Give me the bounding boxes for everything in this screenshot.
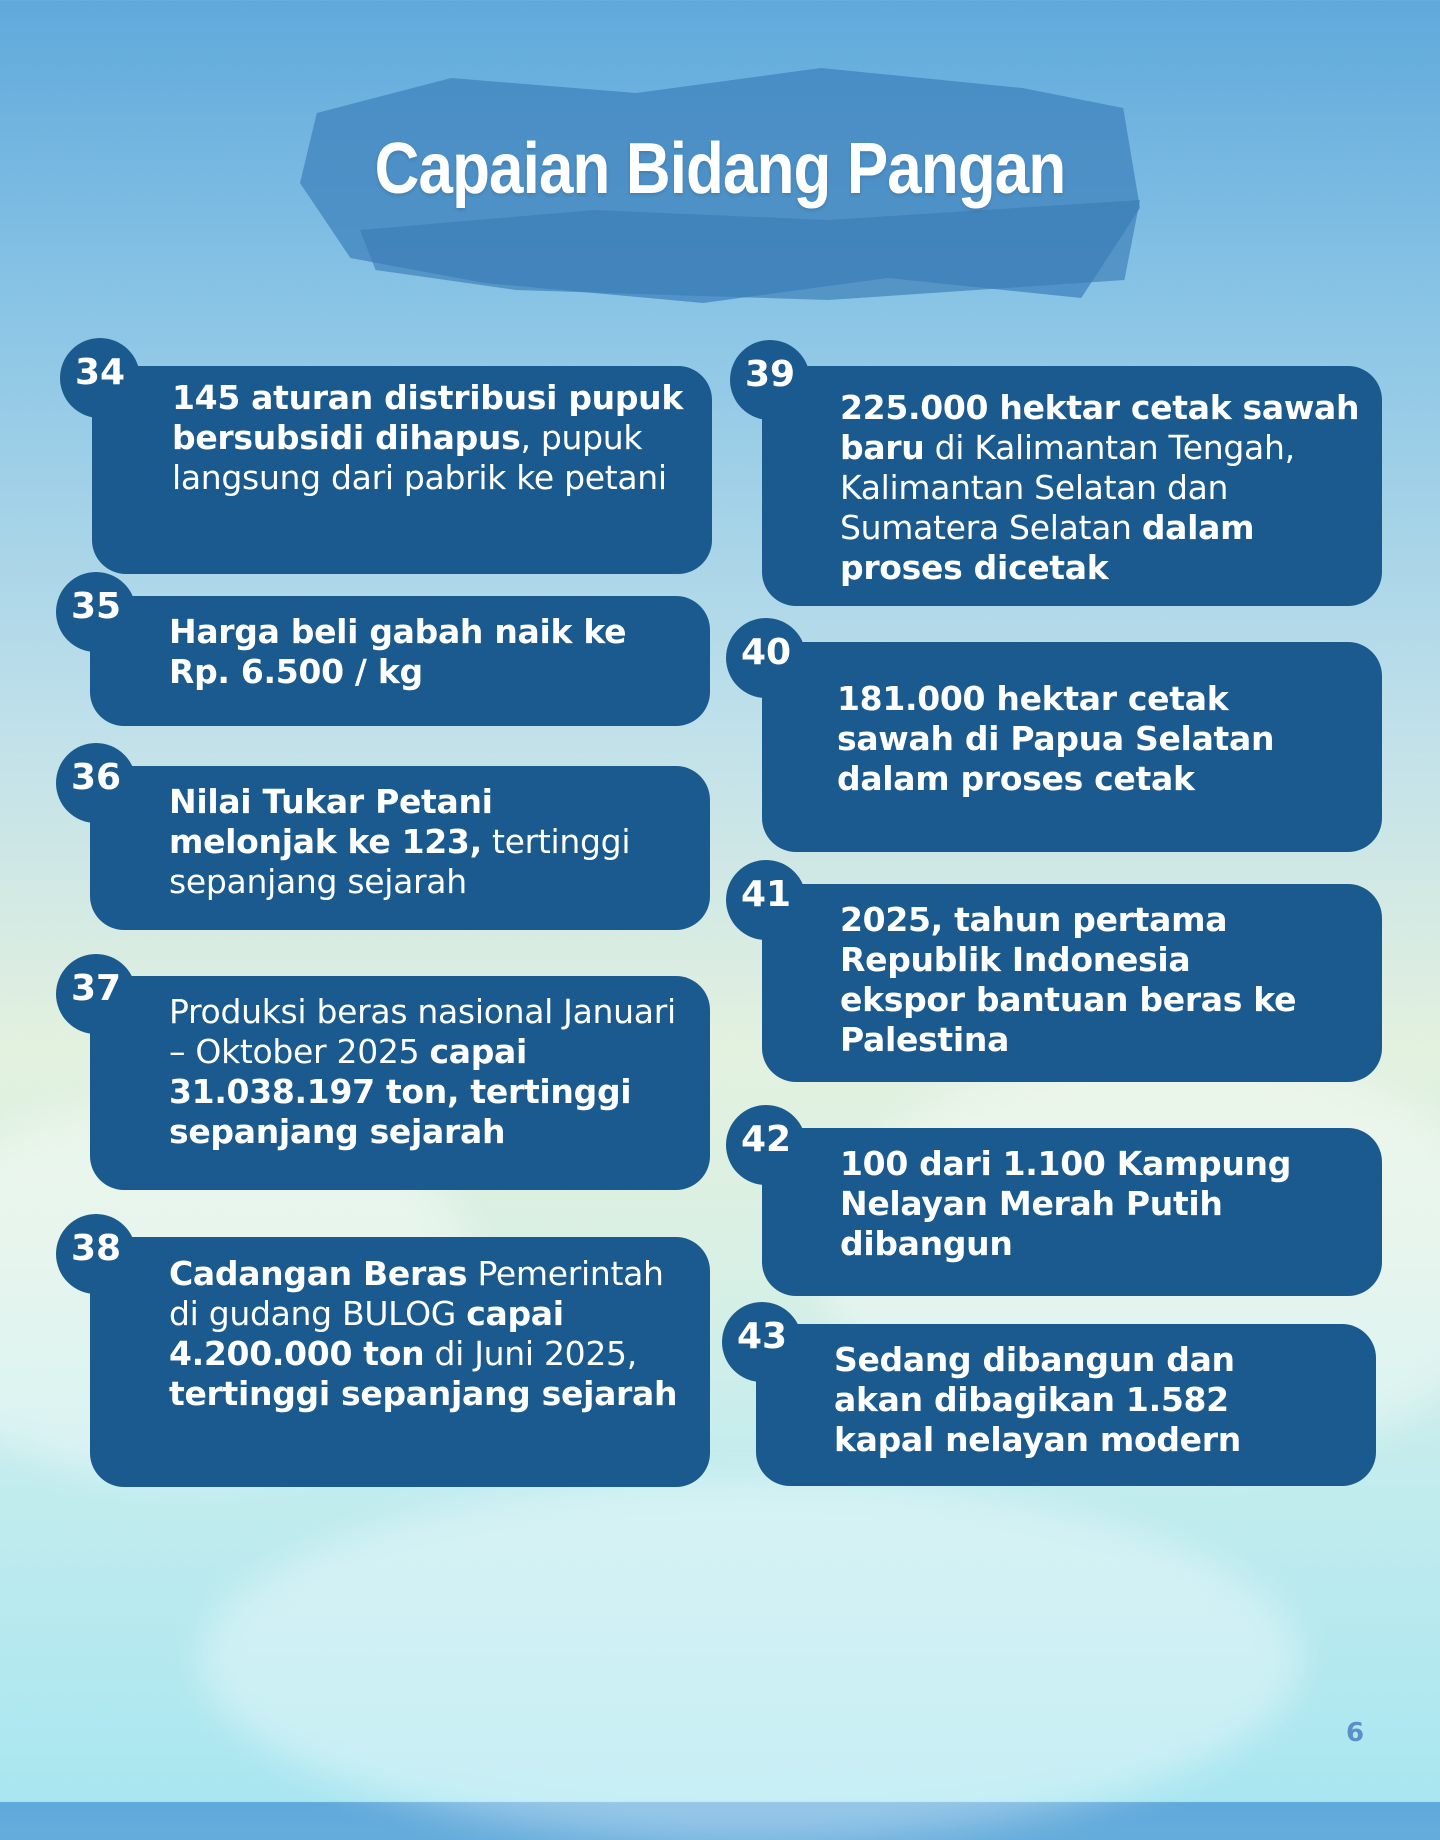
- achievement-text: [169, 1254, 689, 1414]
- bold-text-run: Harga beli gabah naik ke Rp. 6.500 / kg: [169, 612, 627, 691]
- item-number-badge: 39: [730, 340, 810, 420]
- achievement-text: [169, 992, 699, 1152]
- bold-text-run: 181.000 hektar cetak sawah di Papua Selatan dalam proses cetak: [837, 679, 1275, 798]
- item-number-badge: 34: [60, 338, 140, 418]
- achievement-text: [837, 679, 1307, 799]
- achievement-text: [840, 900, 1310, 1060]
- bold-text-run: Nilai Tukar Petani melonjak ke 123,: [169, 782, 493, 861]
- item-number-badge: 37: [56, 954, 136, 1034]
- cloud-decoration: [200, 1480, 1300, 1840]
- achievement-text: [169, 612, 649, 692]
- text-run: , pupuk langsung dari pabrik ke petani: [172, 418, 667, 497]
- achievement-text: [840, 1144, 1310, 1264]
- bold-text-run: Cadangan Beras: [169, 1254, 468, 1293]
- page-title: Capaian Bidang Pangan: [374, 129, 1066, 209]
- item-number-badge: 35: [56, 572, 136, 652]
- bold-text-run: Sedang dibangun dan akan dibagikan 1.582 kapal nelayan modern: [834, 1340, 1241, 1459]
- achievement-text: [840, 388, 1368, 588]
- bold-text-run: tertinggi sepanjang sejarah: [169, 1374, 678, 1413]
- item-number-badge: 43: [722, 1302, 802, 1382]
- achievement-text: [169, 782, 649, 902]
- bold-text-run: capai 4.200.000 ton: [169, 1294, 564, 1373]
- bold-text-run: 100 dari 1.100 Kampung Nelayan Merah Putih dibangun: [840, 1144, 1292, 1263]
- bold-text-run: 2025, tahun pertama Republik Indonesia ekspor bantuan beras ke Palestina: [840, 900, 1297, 1059]
- text-run: tertinggi sepanjang sejarah: [169, 822, 631, 901]
- text-run: di Juni 2025,: [424, 1334, 637, 1373]
- item-number-badge: 42: [726, 1105, 806, 1185]
- text-run: di Kalimantan Tengah, Kalimantan Selatan dan Sumatera Selatan: [840, 428, 1295, 547]
- item-number-badge: 38: [56, 1214, 136, 1294]
- page-number: 6: [1345, 1718, 1365, 1748]
- bold-text-run: capai 31.038.197 ton, tertinggi sepanjang sejarah: [169, 1032, 632, 1151]
- item-number-badge: 40: [726, 618, 806, 698]
- bold-text-run: 145 aturan distribusi pupuk bersubsidi dihapus: [172, 378, 684, 457]
- text-run: Pemerintah di gudang BULOG: [169, 1254, 664, 1333]
- bold-text-run: dalam proses dicetak: [840, 508, 1255, 587]
- achievement-text: [172, 378, 692, 498]
- bold-text-run: 225.000 hektar cetak sawah baru: [840, 388, 1360, 467]
- item-number-badge: 36: [56, 743, 136, 823]
- achievement-text: [834, 1340, 1304, 1460]
- item-number-badge: 41: [726, 860, 806, 940]
- text-run: Produksi beras nasional Januari – Oktober 2025: [169, 992, 676, 1071]
